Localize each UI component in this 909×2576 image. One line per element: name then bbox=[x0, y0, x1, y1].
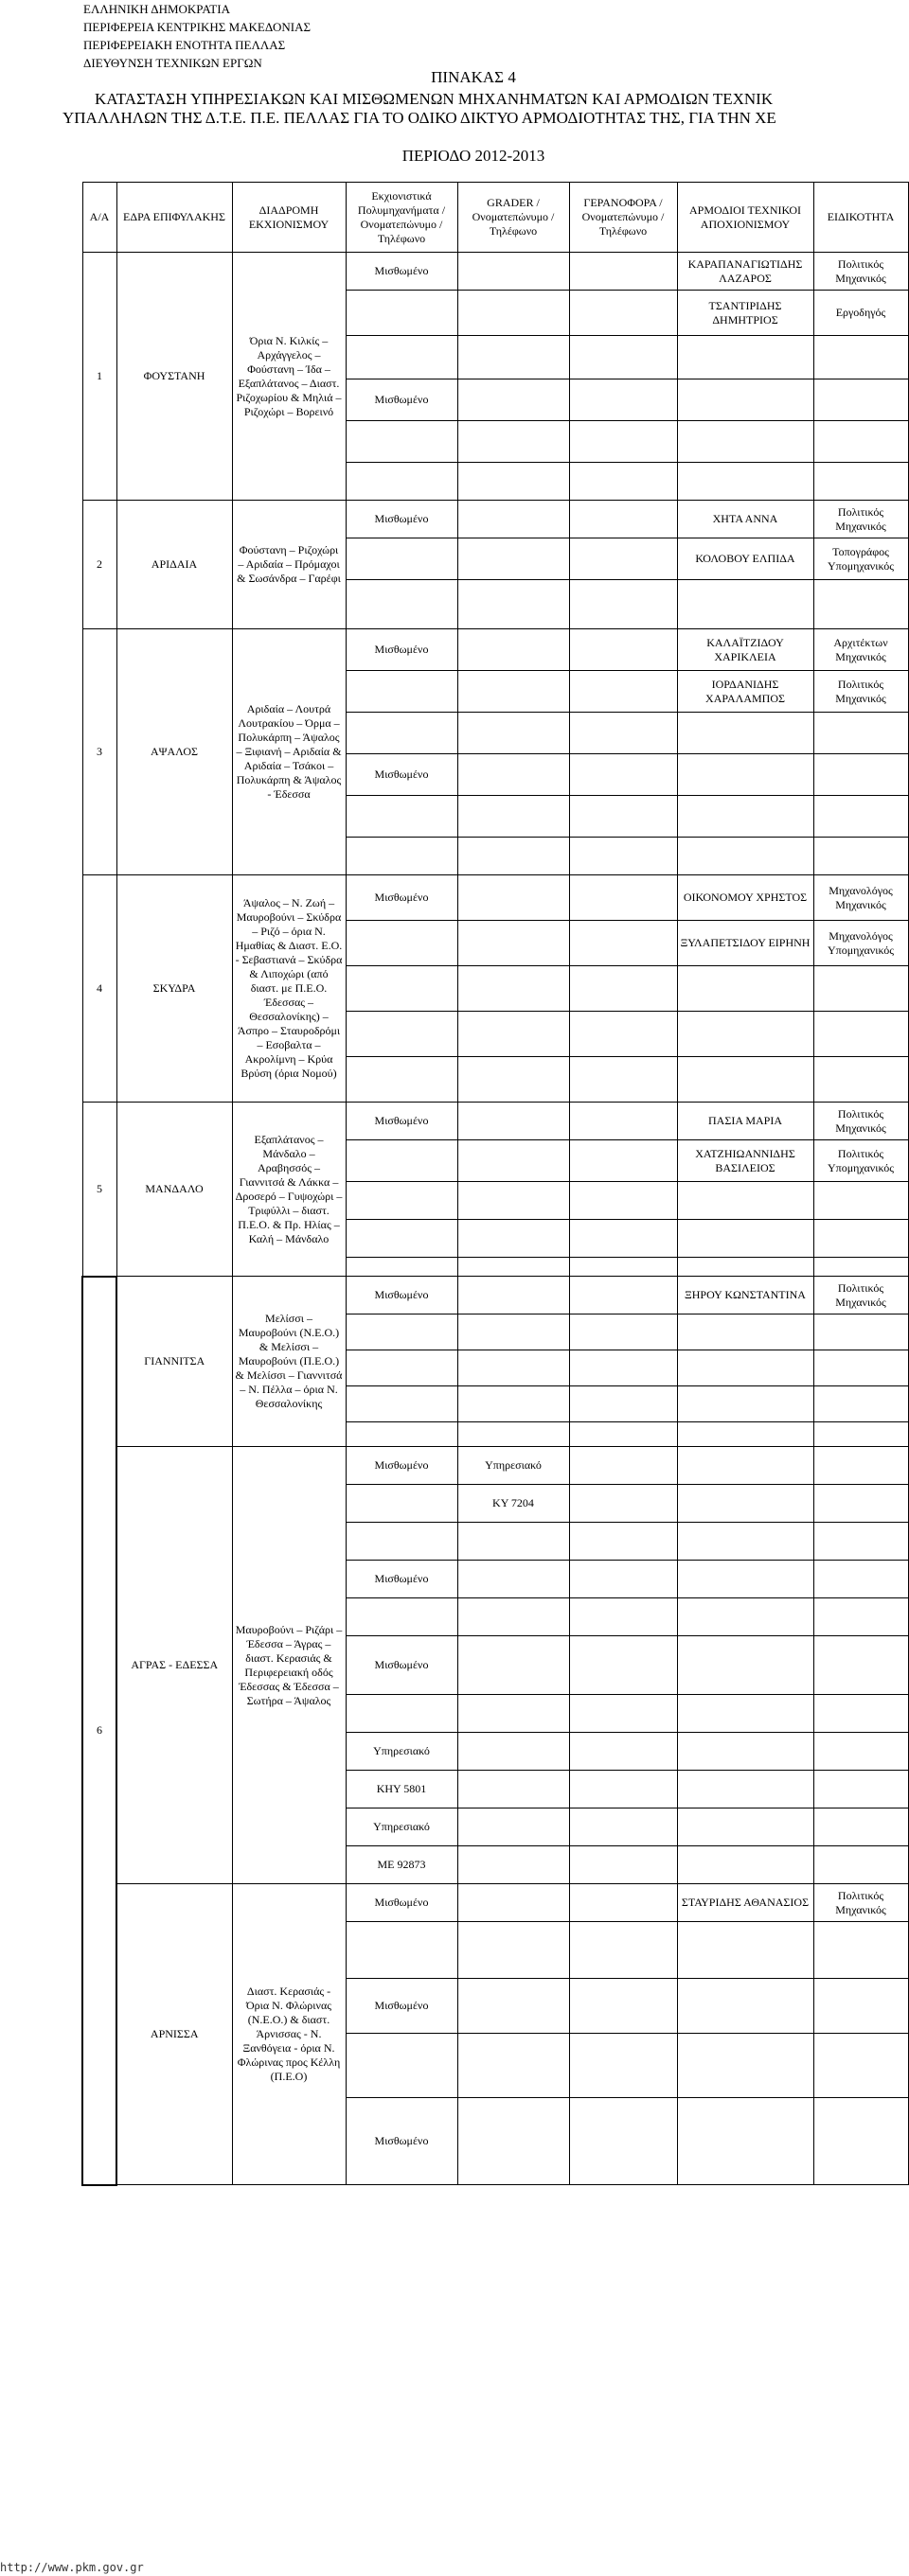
empty-cell bbox=[677, 966, 813, 1012]
empty-cell bbox=[457, 291, 569, 336]
empty-cell bbox=[346, 796, 457, 838]
specialty-cell: Μηχανολόγος Υπομηχανικός bbox=[813, 921, 908, 966]
empty-cell bbox=[457, 538, 569, 580]
empty-cell bbox=[457, 1220, 569, 1258]
table-subrow bbox=[82, 1884, 908, 1922]
col-aa: Α/Α bbox=[82, 183, 116, 253]
empty-cell bbox=[569, 1485, 677, 1523]
empty-cell bbox=[677, 1523, 813, 1561]
empty-cell bbox=[569, 796, 677, 838]
empty-cell bbox=[813, 1220, 908, 1258]
grader-cell bbox=[457, 253, 569, 291]
col-grader: GRADER / Ονοματεπώνυμο / Τηλέφωνο bbox=[457, 183, 569, 253]
empty-cell bbox=[813, 1057, 908, 1103]
edra-cell: ΑΓΡΑΣ - ΕΔΕΣΣΑ bbox=[116, 1447, 232, 1884]
document-title bbox=[0, 68, 909, 165]
empty-cell bbox=[677, 421, 813, 463]
empty-cell bbox=[569, 1979, 677, 2034]
empty-cell bbox=[457, 1012, 569, 1057]
issuer-header bbox=[83, 0, 311, 72]
empty-cell bbox=[569, 1771, 677, 1808]
empty-cell bbox=[569, 1350, 677, 1386]
specialty-cell: Πολιτικός Υπομηχανικός bbox=[813, 1140, 908, 1182]
empty-cell bbox=[346, 538, 457, 580]
empty-cell bbox=[457, 580, 569, 629]
empty-cell bbox=[346, 463, 457, 501]
machine-cell: Μισθωμένο bbox=[346, 875, 457, 921]
empty-cell bbox=[457, 379, 569, 421]
empty-cell bbox=[813, 1314, 908, 1350]
table-number: ΠΙΝΑΚΑΣ 4 bbox=[431, 68, 516, 86]
specialty-cell: Πολιτικός Μηχανικός bbox=[813, 1277, 908, 1314]
empty-cell bbox=[677, 1422, 813, 1447]
empty-cell bbox=[677, 379, 813, 421]
empty-cell bbox=[813, 1182, 908, 1220]
empty-cell bbox=[346, 966, 457, 1012]
route-cell: Όρια Ν. Κιλκίς – Αρχάγγελος – Φούστανη – Ίδα – Εξαπλάτανος – Διαστ. Ριζοχωρίου & Μηλιά – Ριζοχώρι – Βορεινό bbox=[232, 253, 346, 501]
empty-cell bbox=[677, 1220, 813, 1258]
header-line-1: ΕΛΛΗΝΙΚΗ ΔΗΜΟΚΡΑΤΙΑ bbox=[83, 2, 230, 16]
empty-cell bbox=[813, 1598, 908, 1636]
machine-cell: Υπηρεσιακό bbox=[346, 1808, 457, 1846]
empty-cell bbox=[813, 713, 908, 754]
empty-cell bbox=[457, 1422, 569, 1447]
table-row bbox=[82, 501, 908, 538]
empty-cell bbox=[813, 1979, 908, 2034]
empty-cell bbox=[813, 580, 908, 629]
empty-cell bbox=[346, 291, 457, 336]
row-number: 5 bbox=[82, 1103, 116, 1277]
empty-cell bbox=[346, 421, 457, 463]
specialty-cell: Πολιτικός Μηχανικός bbox=[813, 253, 908, 291]
route-cell: Μαυροβούνι – Ριζάρι – Έδεσσα – Άγρας – διαστ. Κερασιάς & Περιφερειακή οδός Έδεσσας & Έδεσσα – Σωτήρα – Άψαλος bbox=[232, 1447, 346, 1884]
empty-cell bbox=[457, 1979, 569, 2034]
empty-cell bbox=[346, 1314, 457, 1350]
specialty-cell: Πολιτικός Μηχανικός bbox=[813, 501, 908, 538]
edra-cell: ΣΚΥΔΡΑ bbox=[116, 875, 232, 1103]
empty-cell bbox=[569, 1636, 677, 1695]
empty-cell bbox=[813, 1258, 908, 1277]
machine-plate: ΜΕ 92873 bbox=[346, 1846, 457, 1884]
machine-cell: Μισθωμένο bbox=[346, 1636, 457, 1695]
empty-cell bbox=[813, 1561, 908, 1598]
machine-cell: Μισθωμένο bbox=[346, 1979, 457, 2034]
empty-cell bbox=[677, 796, 813, 838]
empty-cell bbox=[569, 1057, 677, 1103]
empty-cell bbox=[457, 1846, 569, 1884]
snow-removal-table bbox=[81, 182, 909, 2186]
empty-cell bbox=[346, 1012, 457, 1057]
empty-cell bbox=[346, 1523, 457, 1561]
route-cell: Άψαλος – Ν. Ζωή – Μαυροβούνι – Σκύδρα – Ριζό – όρια Ν. Ημαθίας & Διαστ. Ε.Ο. - Σεβαστιανά – Σκύδρα & Λιποχώρι (από διαστ. με Π.Ε.Ο. Έδεσσας – Θεσσαλονίκης) – Άσπρο – Σταυροδρόμι – Εσοβαλτα – Ακρολίμνη – Κρύα Βρύση (όρια Νομού) bbox=[232, 875, 346, 1103]
empty-cell bbox=[457, 1350, 569, 1386]
empty-cell bbox=[813, 1386, 908, 1422]
specialty-cell: Πολιτικός Μηχανικός bbox=[813, 671, 908, 713]
empty-cell bbox=[457, 1314, 569, 1350]
col-specialty: ΕΙΔΙΚΟΤΗΤΑ bbox=[813, 183, 908, 253]
empty-cell bbox=[813, 1695, 908, 1733]
empty-cell bbox=[569, 671, 677, 713]
header-line-4: ΔΙΕΥΘΥΝΣΗ ΤΕΧΝΙΚΩΝ ΕΡΓΩΝ bbox=[83, 56, 262, 70]
empty-cell bbox=[457, 875, 569, 921]
specialty-cell: Αρχιτέκτων Μηχανικός bbox=[813, 629, 908, 671]
row-number: 4 bbox=[82, 875, 116, 1103]
empty-cell bbox=[569, 1561, 677, 1598]
empty-cell bbox=[813, 379, 908, 421]
route-cell: Μελίσσι – Μαυροβούνι (Ν.Ε.Ο.) & Μελίσσι – Μαυροβούνι (Π.Ε.Ο.) & Μελίσσι – Γιαννιτσά – Ν. Πέλλα – όρια Ν. Θεσσαλονίκης bbox=[232, 1277, 346, 1447]
machine-cell: Μισθωμένο bbox=[346, 629, 457, 671]
empty-cell bbox=[677, 1012, 813, 1057]
empty-cell bbox=[569, 1884, 677, 1922]
title-line-1: ΚΑΤΑΣΤΑΣΗ ΥΠΗΡΕΣΙΑΚΩΝ ΚΑΙ ΜΙΣΘΩΜΕΝΩΝ ΜΗΧΑΝΗΜΑΤΩΝ ΚΑΙ ΑΡΜΟΔΙΩΝ ΤΕΧΝΙΚ bbox=[95, 90, 774, 108]
empty-cell bbox=[813, 1350, 908, 1386]
empty-cell bbox=[346, 580, 457, 629]
empty-cell bbox=[457, 1561, 569, 1598]
empty-cell bbox=[569, 1220, 677, 1258]
empty-cell bbox=[346, 921, 457, 966]
empty-cell bbox=[346, 1182, 457, 1220]
empty-cell bbox=[569, 1598, 677, 1636]
empty-cell bbox=[569, 921, 677, 966]
route-cell: Φούστανη – Ριζοχώρι – Αριδαία – Πρόμαχοι & Σωσάνδρα – Γαρέφι bbox=[232, 501, 346, 629]
empty-cell bbox=[813, 421, 908, 463]
empty-cell bbox=[813, 1636, 908, 1695]
technician-cell: ΠΑΣΙΑ ΜΑΡΙΑ bbox=[677, 1103, 813, 1140]
technician-cell: ΞΗΡΟΥ ΚΩΝΣΤΑΝΤΙΝΑ bbox=[677, 1277, 813, 1314]
empty-cell bbox=[346, 1140, 457, 1182]
row-number: 1 bbox=[82, 253, 116, 501]
specialty-cell: Εργοδηγός bbox=[813, 291, 908, 336]
col-route: ΔΙΑΔΡΟΜΗ ΕΚΧΙΟΝΙΣΜΟΥ bbox=[232, 183, 346, 253]
edra-cell: ΜΑΝΔΑΛΟ bbox=[116, 1103, 232, 1277]
empty-cell bbox=[813, 1485, 908, 1523]
specialty-cell: Πολιτικός Μηχανικός bbox=[813, 1103, 908, 1140]
empty-cell bbox=[677, 1314, 813, 1350]
technician-cell: ΤΣΑΝΤΙΡΙΔΗΣ ΔΗΜΗΤΡΙΟΣ bbox=[677, 291, 813, 336]
empty-cell bbox=[457, 2034, 569, 2098]
empty-cell bbox=[569, 2034, 677, 2098]
empty-cell bbox=[569, 463, 677, 501]
empty-cell bbox=[569, 1808, 677, 1846]
empty-cell bbox=[346, 1258, 457, 1277]
empty-cell bbox=[346, 1386, 457, 1422]
empty-cell bbox=[569, 1182, 677, 1220]
empty-cell bbox=[346, 1350, 457, 1386]
empty-cell bbox=[457, 1258, 569, 1277]
empty-cell bbox=[813, 966, 908, 1012]
empty-cell bbox=[569, 1733, 677, 1771]
empty-cell bbox=[569, 875, 677, 921]
empty-cell bbox=[569, 1386, 677, 1422]
route-cell: Αριδαία – Λουτρά Λουτρακίου – Όρμα – Πολυκάρπη – Άψαλος – Ξιφιανή – Αριδαία & Αριδαία – Τσάκοι – Πολυκάρπη & Άψαλος - Έδεσσα bbox=[232, 629, 346, 875]
empty-cell bbox=[457, 1884, 569, 1922]
edra-cell: ΑΡΝΙΣΣΑ bbox=[116, 1884, 232, 2185]
empty-cell bbox=[677, 1182, 813, 1220]
empty-cell bbox=[813, 463, 908, 501]
col-crane: ΓΕΡΑΝΟΦΟΡΑ / Ονοματεπώνυμο / Τηλέφωνο bbox=[569, 183, 677, 253]
specialty-cell: Πολιτικός Μηχανικός bbox=[813, 1884, 908, 1922]
empty-cell bbox=[813, 336, 908, 379]
empty-cell bbox=[813, 796, 908, 838]
technician-cell: ΞΥΛΑΠΕΤΣΙΔΟΥ ΕΙΡΗΝΗ bbox=[677, 921, 813, 966]
table-row bbox=[82, 1277, 908, 1314]
empty-cell bbox=[457, 671, 569, 713]
empty-cell bbox=[569, 1422, 677, 1447]
col-edra: ΕΔΡΑ ΕΠΙΦΥΛΑΚΗΣ bbox=[116, 183, 232, 253]
specialty-cell: Τοπογράφος Υπομηχανικός bbox=[813, 538, 908, 580]
row-number: 6 bbox=[82, 1277, 116, 2185]
grader-cell: Υπηρεσιακό bbox=[457, 1447, 569, 1485]
table-row bbox=[82, 629, 908, 671]
empty-cell bbox=[677, 1598, 813, 1636]
empty-cell bbox=[346, 713, 457, 754]
empty-cell bbox=[813, 1733, 908, 1771]
technician-cell: ΟΙΚΟΝΟΜΟΥ ΧΡΗΣΤΟΣ bbox=[677, 875, 813, 921]
empty-cell bbox=[457, 463, 569, 501]
technician-cell: ΧΗΤΑ ΑΝΝΑ bbox=[677, 501, 813, 538]
empty-cell bbox=[457, 1771, 569, 1808]
empty-cell bbox=[569, 1258, 677, 1277]
empty-cell bbox=[457, 1057, 569, 1103]
empty-cell bbox=[813, 1808, 908, 1846]
empty-cell bbox=[457, 1598, 569, 1636]
empty-cell bbox=[457, 1733, 569, 1771]
empty-cell bbox=[569, 1447, 677, 1485]
col-snowplows: Εκχιονιστικά Πολυμηχανήματα / Ονοματεπώνυμο / Τηλέφωνο bbox=[346, 183, 457, 253]
empty-cell bbox=[569, 538, 677, 580]
empty-cell bbox=[677, 713, 813, 754]
empty-cell bbox=[569, 838, 677, 875]
empty-cell bbox=[569, 501, 677, 538]
empty-cell bbox=[569, 1695, 677, 1733]
title-period: ΠΕΡΙΟΔΟ 2012-2013 bbox=[401, 147, 545, 165]
specialty-cell: Μηχανολόγος Μηχανικός bbox=[813, 875, 908, 921]
empty-cell bbox=[813, 1846, 908, 1884]
empty-cell bbox=[677, 1846, 813, 1884]
edra-cell: ΑΨΑΛΟΣ bbox=[116, 629, 232, 875]
route-cell: Εξαπλάτανος – Μάνδαλο – Αραβησσός – Γιαννιτσά & Λάκκα – Δροσερό – Γυψοχώρι – Τριφύλλι – διαστ. Π.Ε.Ο. & Πρ. Ηλίας – Καλή – Μάνδαλο bbox=[232, 1103, 346, 1277]
technician-cell: ΚΑΛΑΪΤΖΙΔΟΥ ΧΑΡΙΚΛΕΙΑ bbox=[677, 629, 813, 671]
route-cell: Διαστ. Κερασιάς - Όρια Ν. Φλώρινας (Ν.Ε.Ο.) & διαστ. Άρνισσας - Ν. Ξανθόγεια - όρια Ν. Φλώρινας προς Κέλλη (Π.Ε.Ο) bbox=[232, 1884, 346, 2185]
empty-cell bbox=[457, 1695, 569, 1733]
empty-cell bbox=[813, 1447, 908, 1485]
empty-cell bbox=[569, 1922, 677, 1979]
empty-cell bbox=[457, 796, 569, 838]
empty-cell bbox=[677, 1258, 813, 1277]
empty-cell bbox=[569, 1012, 677, 1057]
empty-cell bbox=[569, 1103, 677, 1140]
empty-cell bbox=[569, 754, 677, 796]
empty-cell bbox=[457, 838, 569, 875]
empty-cell bbox=[457, 1103, 569, 1140]
empty-cell bbox=[813, 1012, 908, 1057]
empty-cell bbox=[346, 336, 457, 379]
empty-cell bbox=[457, 421, 569, 463]
machine-cell: Μισθωμένο bbox=[346, 501, 457, 538]
table-row bbox=[82, 253, 908, 291]
technician-cell: ΚΑΡΑΠΑΝΑΓΙΩΤΙΔΗΣ ΛΑΖΑΡΟΣ bbox=[677, 253, 813, 291]
empty-cell bbox=[569, 336, 677, 379]
empty-cell bbox=[813, 838, 908, 875]
empty-cell bbox=[457, 336, 569, 379]
empty-cell bbox=[346, 838, 457, 875]
empty-cell bbox=[569, 379, 677, 421]
empty-cell bbox=[569, 966, 677, 1012]
empty-cell bbox=[457, 501, 569, 538]
table-row bbox=[82, 1103, 908, 1140]
empty-cell bbox=[569, 421, 677, 463]
machine-plate: ΚΗΥ 5801 bbox=[346, 1771, 457, 1808]
empty-cell bbox=[457, 1523, 569, 1561]
table-subrow bbox=[82, 1447, 908, 1485]
empty-cell bbox=[677, 1561, 813, 1598]
empty-cell bbox=[457, 754, 569, 796]
empty-cell bbox=[457, 1182, 569, 1220]
empty-cell bbox=[677, 580, 813, 629]
empty-cell bbox=[457, 1140, 569, 1182]
empty-cell bbox=[457, 921, 569, 966]
empty-cell bbox=[677, 1979, 813, 2034]
empty-cell bbox=[569, 1314, 677, 1350]
empty-cell bbox=[346, 2034, 457, 2098]
empty-cell bbox=[457, 1636, 569, 1695]
empty-cell bbox=[677, 1733, 813, 1771]
empty-cell bbox=[346, 1485, 457, 1523]
empty-cell bbox=[677, 336, 813, 379]
footer-url[interactable]: http://www.pkm.gov.gr bbox=[0, 2561, 144, 2574]
empty-cell bbox=[346, 1422, 457, 1447]
edra-cell: ΦΟΥΣΤΑΝΗ bbox=[116, 253, 232, 501]
edra-cell: ΑΡΙΔΑΙΑ bbox=[116, 501, 232, 629]
empty-cell bbox=[677, 1695, 813, 1733]
machine-cell: Μισθωμένο bbox=[346, 2098, 457, 2185]
empty-cell bbox=[813, 754, 908, 796]
empty-cell bbox=[569, 580, 677, 629]
empty-cell bbox=[813, 1771, 908, 1808]
col-technicians: ΑΡΜΟΔΙΟΙ ΤΕΧΝΙΚΟΙ ΑΠΟΧΙΟΝΙΣΜΟΥ bbox=[677, 183, 813, 253]
empty-cell bbox=[677, 1447, 813, 1485]
empty-cell bbox=[569, 2098, 677, 2185]
title-line-2: ΥΠΑΛΛΗΛΩΝ ΤΗΣ Δ.Τ.Ε. Π.Ε. ΠΕΛΛΑΣ ΓΙΑ ΤΟ ΟΔΙΚΟ ΔΙΚΤΥΟ ΑΡΜΟΔΙΟΤΗΤΑΣ ΤΗΣ, ΓΙΑ ΤΗΝ ΧΕ bbox=[62, 109, 776, 127]
row-number: 2 bbox=[82, 501, 116, 629]
empty-cell bbox=[457, 1808, 569, 1846]
table-row bbox=[82, 875, 908, 921]
empty-cell bbox=[346, 1922, 457, 1979]
machine-cell: Μισθωμένο bbox=[346, 1277, 457, 1314]
empty-cell bbox=[457, 2098, 569, 2185]
header-line-3: ΠΕΡΙΦΕΡΕΙΑΚΗ ΕΝΟΤΗΤΑ ΠΕΛΛΑΣ bbox=[83, 38, 286, 52]
machine-cell: Μισθωμένο bbox=[346, 1103, 457, 1140]
empty-cell bbox=[569, 629, 677, 671]
empty-cell bbox=[813, 2034, 908, 2098]
empty-cell bbox=[813, 1422, 908, 1447]
empty-cell bbox=[346, 1598, 457, 1636]
empty-cell bbox=[677, 1922, 813, 1979]
empty-cell bbox=[346, 671, 457, 713]
empty-cell bbox=[677, 754, 813, 796]
empty-cell bbox=[677, 1485, 813, 1523]
empty-cell bbox=[569, 713, 677, 754]
empty-cell bbox=[813, 1523, 908, 1561]
empty-cell bbox=[677, 1636, 813, 1695]
empty-cell bbox=[677, 1386, 813, 1422]
empty-cell bbox=[677, 2098, 813, 2185]
row-number: 3 bbox=[82, 629, 116, 875]
empty-cell bbox=[569, 291, 677, 336]
machine-cell: Υπηρεσιακό bbox=[346, 1733, 457, 1771]
table-header-row bbox=[82, 183, 908, 253]
technician-cell: ΙΟΡΔΑΝΙΔΗΣ ΧΑΡΑΛΑΜΠΟΣ bbox=[677, 671, 813, 713]
empty-cell bbox=[677, 1771, 813, 1808]
empty-cell bbox=[457, 1922, 569, 1979]
edra-cell: ΓΙΑΝΝΙΤΣΑ bbox=[116, 1277, 232, 1447]
empty-cell bbox=[677, 1057, 813, 1103]
empty-cell bbox=[457, 966, 569, 1012]
empty-cell bbox=[346, 1057, 457, 1103]
grader-plate: ΚΥ 7204 bbox=[457, 1485, 569, 1523]
empty-cell bbox=[457, 1386, 569, 1422]
empty-cell bbox=[677, 463, 813, 501]
machine-cell: Μισθωμένο bbox=[346, 754, 457, 796]
empty-cell bbox=[813, 1922, 908, 1979]
machine-cell: Μισθωμένο bbox=[346, 1447, 457, 1485]
machine-cell: Μισθωμένο bbox=[346, 379, 457, 421]
empty-cell bbox=[457, 1277, 569, 1314]
technician-cell: ΧΑΤΖΗΙΩΑΝΝΙΔΗΣ ΒΑΣΙΛΕΙΟΣ bbox=[677, 1140, 813, 1182]
empty-cell bbox=[569, 1846, 677, 1884]
crane-cell bbox=[569, 253, 677, 291]
technician-cell: ΚΟΛΟΒΟΥ ΕΛΠΙΔΑ bbox=[677, 538, 813, 580]
machine-cell: Μισθωμένο bbox=[346, 253, 457, 291]
empty-cell bbox=[677, 1350, 813, 1386]
empty-cell bbox=[813, 2098, 908, 2185]
empty-cell bbox=[346, 1695, 457, 1733]
empty-cell bbox=[346, 1220, 457, 1258]
empty-cell bbox=[457, 713, 569, 754]
empty-cell bbox=[677, 838, 813, 875]
empty-cell bbox=[569, 1523, 677, 1561]
machine-cell: Μισθωμένο bbox=[346, 1884, 457, 1922]
empty-cell bbox=[569, 1277, 677, 1314]
machine-cell: Μισθωμένο bbox=[346, 1561, 457, 1598]
empty-cell bbox=[677, 1808, 813, 1846]
empty-cell bbox=[457, 629, 569, 671]
empty-cell bbox=[569, 1140, 677, 1182]
technician-cell: ΣΤΑΥΡΙΔΗΣ ΑΘΑΝΑΣΙΟΣ bbox=[677, 1884, 813, 1922]
empty-cell bbox=[677, 2034, 813, 2098]
header-line-2: ΠΕΡΙΦΕΡΕΙΑ ΚΕΝΤΡΙΚΗΣ ΜΑΚΕΔΟΝΙΑΣ bbox=[83, 20, 312, 34]
